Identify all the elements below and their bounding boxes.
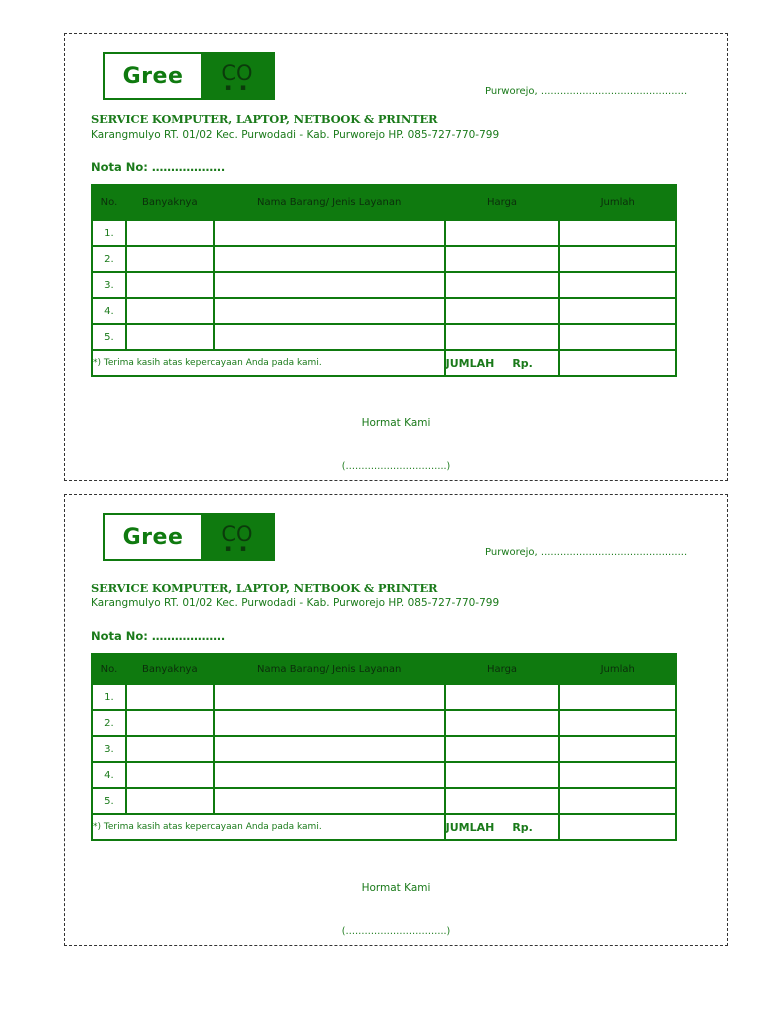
business-title: SERVICE KOMPUTER, LAPTOP, NETBOOK & PRINTER: [91, 581, 438, 595]
item-name-cell[interactable]: [214, 710, 445, 736]
row-number: 5.: [92, 788, 126, 814]
row-number: 2.: [92, 246, 126, 272]
quantity-cell[interactable]: [126, 684, 214, 710]
column-header-price: Harga: [445, 185, 560, 220]
amount-cell[interactable]: [559, 324, 676, 350]
item-name-cell[interactable]: [214, 298, 445, 324]
amount-cell[interactable]: [559, 272, 676, 298]
logo-green-block: [201, 515, 273, 559]
quantity-cell[interactable]: [126, 220, 214, 246]
price-cell[interactable]: [445, 684, 560, 710]
signature-line: (…………………………..): [341, 461, 451, 472]
quantity-cell[interactable]: [126, 272, 214, 298]
item-name-cell[interactable]: [214, 324, 445, 350]
column-header-quantity: Banyaknya: [126, 185, 214, 220]
table-row: [92, 220, 676, 246]
items-table: [91, 184, 677, 377]
amount-cell[interactable]: [559, 710, 676, 736]
row-number: 3.: [92, 736, 126, 762]
price-cell[interactable]: [445, 324, 560, 350]
table-row: [92, 246, 676, 272]
table-row: [92, 298, 676, 324]
price-cell[interactable]: [445, 272, 560, 298]
receipt-top: [64, 33, 728, 481]
column-header-price: Harga: [445, 654, 560, 684]
amount-cell[interactable]: [559, 246, 676, 272]
total-label: [445, 350, 560, 376]
company-logo: [103, 513, 275, 561]
nota-number: Nota No: ……………….: [91, 629, 226, 643]
total-label-text: JUMLAH: [445, 356, 495, 370]
item-name-cell[interactable]: [214, 272, 445, 298]
quantity-cell[interactable]: [126, 736, 214, 762]
row-number: 3.: [92, 272, 126, 298]
company-logo: [103, 52, 275, 100]
thanks-note: *) Terima kasih atas kepercayaan Anda pada kami.: [92, 350, 445, 376]
quantity-cell[interactable]: [126, 246, 214, 272]
item-name-cell[interactable]: [214, 762, 445, 788]
column-header-no: No.: [92, 654, 126, 684]
row-number: 2.: [92, 710, 126, 736]
currency-label: Rp.: [512, 820, 533, 834]
logo-dots: ▪ ▪: [224, 544, 250, 554]
price-cell[interactable]: [445, 246, 560, 272]
grand-total-cell[interactable]: [559, 350, 676, 376]
amount-cell[interactable]: [559, 736, 676, 762]
table-row: [92, 272, 676, 298]
quantity-cell[interactable]: [126, 324, 214, 350]
table-footer-row: [92, 350, 676, 376]
logo-text-left: Gree: [122, 63, 184, 89]
logo-text-right: CO: [221, 522, 253, 546]
total-label-text: JUMLAH: [445, 820, 495, 834]
price-cell[interactable]: [445, 762, 560, 788]
logo-dots: ▪ ▪: [224, 83, 250, 93]
grand-total-cell[interactable]: [559, 814, 676, 840]
receipt-bottom: [64, 494, 728, 946]
price-cell[interactable]: [445, 788, 560, 814]
signature-line: (…………………………..): [341, 926, 451, 937]
price-cell[interactable]: [445, 736, 560, 762]
city-date-line: Purworejo, ..............................................: [485, 86, 688, 97]
row-number: 4.: [92, 298, 126, 324]
column-header-item-name: Nama Barang/ Jenis Layanan: [214, 654, 445, 684]
quantity-cell[interactable]: [126, 710, 214, 736]
item-name-cell[interactable]: [214, 220, 445, 246]
column-header-quantity: Banyaknya: [126, 654, 214, 684]
closing-text: Hormat Kami: [361, 417, 431, 429]
column-header-total: Jumlah: [559, 654, 676, 684]
column-header-total: Jumlah: [559, 185, 676, 220]
row-number: 5.: [92, 324, 126, 350]
table-row: [92, 736, 676, 762]
table-header-row: [92, 185, 676, 220]
price-cell[interactable]: [445, 220, 560, 246]
amount-cell[interactable]: [559, 762, 676, 788]
city-date-line: Purworejo, ..............................................: [485, 547, 688, 558]
logo-green-block: [201, 54, 273, 98]
business-address: Karangmulyo RT. 01/02 Kec. Purwodadi - Kab. Purworejo HP. 085-727-770-799: [91, 129, 500, 141]
amount-cell[interactable]: [559, 684, 676, 710]
column-header-item-name: Nama Barang/ Jenis Layanan: [214, 185, 445, 220]
row-number: 4.: [92, 762, 126, 788]
currency-label: Rp.: [512, 356, 533, 370]
price-cell[interactable]: [445, 710, 560, 736]
table-row: [92, 788, 676, 814]
business-title: SERVICE KOMPUTER, LAPTOP, NETBOOK & PRINTER: [91, 112, 438, 126]
table-row: [92, 684, 676, 710]
column-header-no: No.: [92, 185, 126, 220]
quantity-cell[interactable]: [126, 762, 214, 788]
table-header-row: [92, 654, 676, 684]
item-name-cell[interactable]: [214, 246, 445, 272]
row-number: 1.: [92, 684, 126, 710]
item-name-cell[interactable]: [214, 684, 445, 710]
amount-cell[interactable]: [559, 298, 676, 324]
total-label: [445, 814, 560, 840]
business-address: Karangmulyo RT. 01/02 Kec. Purwodadi - Kab. Purworejo HP. 085-727-770-799: [91, 597, 500, 609]
item-name-cell[interactable]: [214, 788, 445, 814]
price-cell[interactable]: [445, 298, 560, 324]
logo-text-left: Gree: [122, 524, 184, 550]
table-footer-row: [92, 814, 676, 840]
table-row: [92, 762, 676, 788]
amount-cell[interactable]: [559, 788, 676, 814]
nota-number: Nota No: ……………….: [91, 160, 226, 174]
items-table: [91, 653, 677, 841]
table-row: [92, 324, 676, 350]
item-name-cell[interactable]: [214, 736, 445, 762]
thanks-note: *) Terima kasih atas kepercayaan Anda pada kami.: [92, 814, 445, 840]
row-number: 1.: [92, 220, 126, 246]
table-row: [92, 710, 676, 736]
closing-text: Hormat Kami: [361, 882, 431, 894]
quantity-cell[interactable]: [126, 788, 214, 814]
logo-text-right: CO: [221, 61, 253, 85]
quantity-cell[interactable]: [126, 298, 214, 324]
amount-cell[interactable]: [559, 220, 676, 246]
